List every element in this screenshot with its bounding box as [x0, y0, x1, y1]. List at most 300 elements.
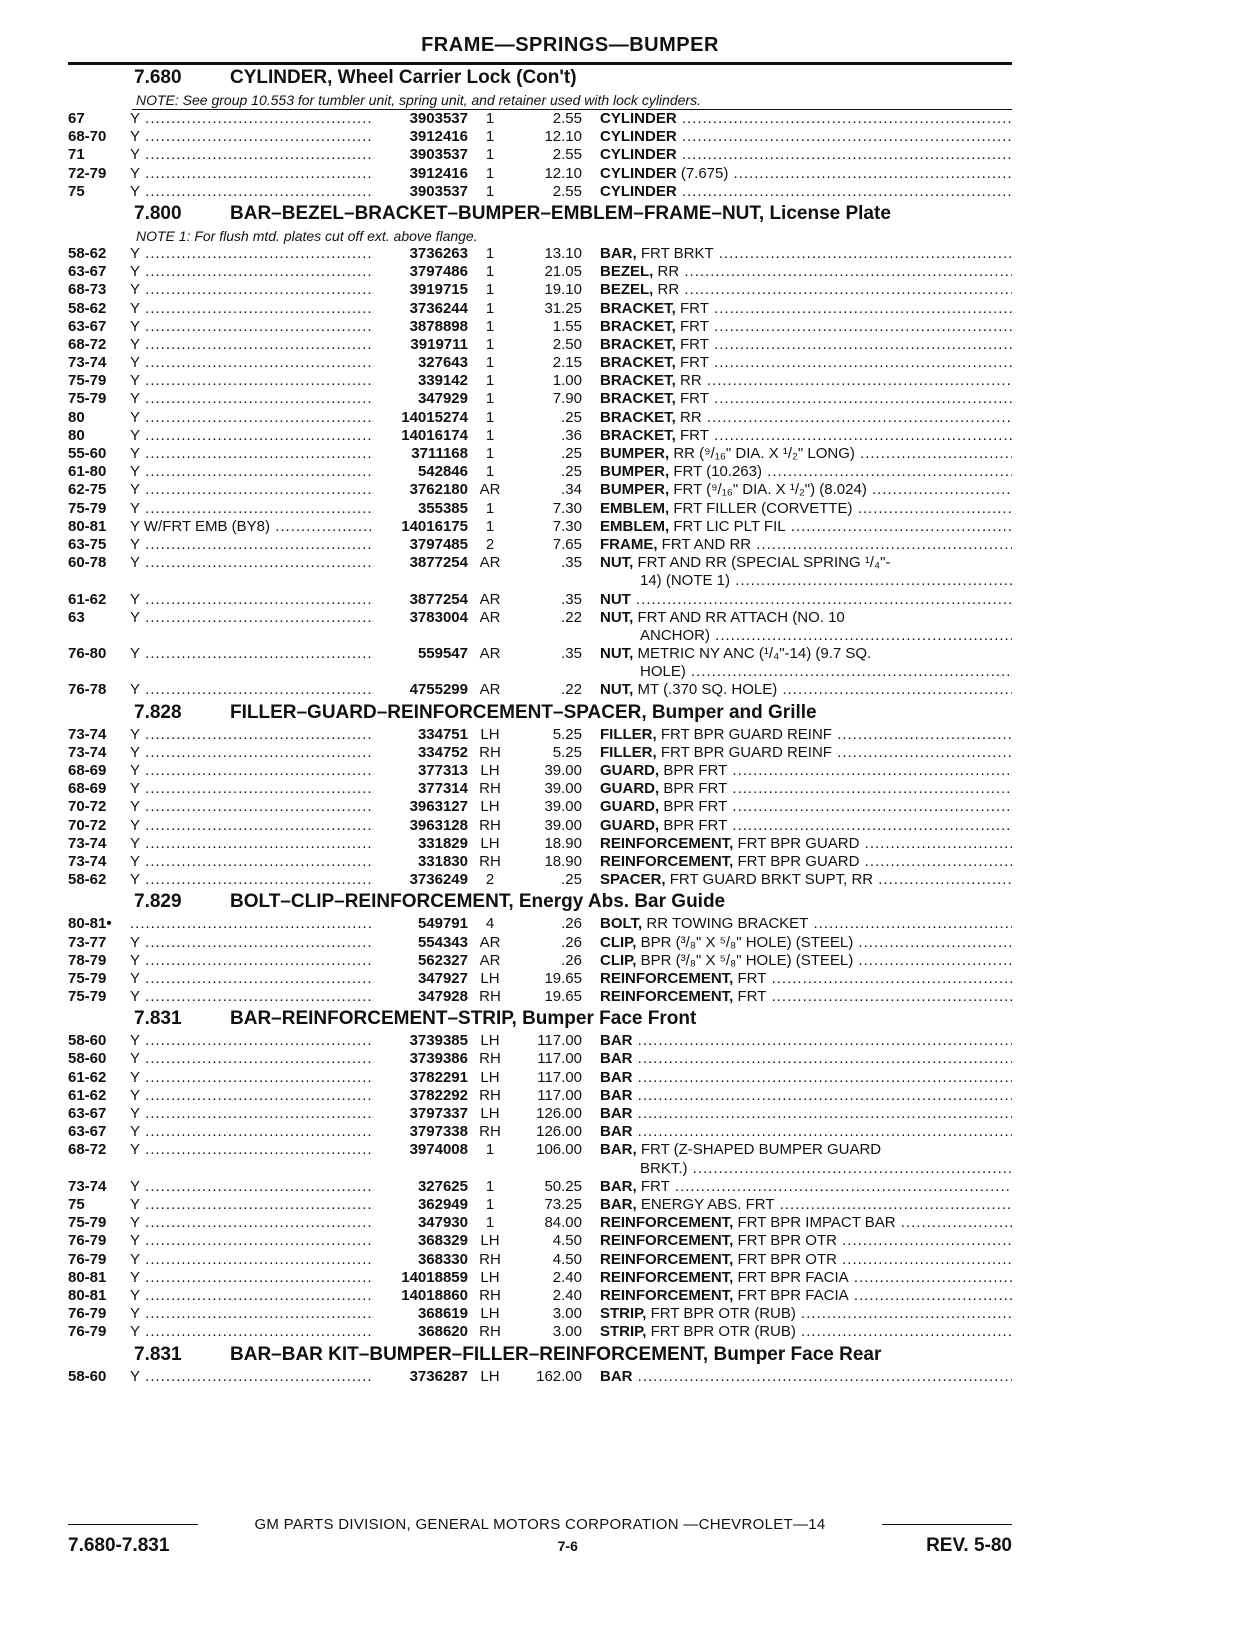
part-row — [68, 390, 1012, 408]
part-row — [68, 1178, 1012, 1196]
quantity: 1 — [485, 146, 495, 164]
price: 39.00 — [544, 798, 582, 816]
part-number: 347929 — [417, 390, 468, 408]
part-number: 559547 — [417, 645, 468, 663]
part-description — [600, 183, 1012, 201]
quantity: 1 — [485, 244, 495, 262]
description-keyword: GUARD, — [600, 816, 660, 834]
description-line: GUARD, BPR FRT ..... — [600, 780, 1012, 798]
section-title: BAR–BEZEL–BRACKET–BUMPER–EMBLEM–FRAME–NUT, License Plate — [230, 202, 891, 224]
model-years: 73-74 — [68, 743, 107, 761]
catalog-section — [68, 1342, 1012, 1386]
description-line: BAR, FRT (Z-SHAPED BUMPER GUARD — [600, 1141, 882, 1159]
part-description — [600, 817, 1012, 835]
part-number: 3919715 — [409, 281, 468, 299]
price: .25 — [561, 445, 582, 462]
part-number: 355385 — [417, 499, 468, 517]
description-line: NUT, FRT AND RR ATTACH (NO. 10 — [600, 608, 845, 626]
description-line: REINFORCEMENT, FRT BPR FACIA ..... — [600, 1269, 1012, 1287]
section-number: 7.831 — [134, 1008, 182, 1030]
part-number: 3797337 — [409, 1105, 468, 1123]
part-row — [68, 817, 1012, 835]
model-code: Y ..... — [130, 554, 374, 590]
part-number: 3912416 — [409, 128, 468, 146]
description-keyword: EMBLEM, — [600, 499, 670, 517]
price: .22 — [561, 681, 582, 699]
model-years: 75-79 — [68, 390, 107, 408]
model-code: Y ..... — [130, 500, 374, 518]
part-row — [68, 1196, 1012, 1214]
description-keyword: REINFORCEMENT, — [600, 1250, 734, 1268]
footer-revision: REV. 5-80 — [926, 1535, 1012, 1556]
description-line: NUT, METRIC NY ANC (¹/₄"-14) (9.7 SQ. — [600, 645, 872, 663]
model-years: 63-75 — [68, 535, 107, 553]
model-code: Y ..... — [130, 871, 374, 889]
price: .25 — [561, 871, 582, 889]
quantity: LH — [480, 969, 500, 987]
model-years: 58-60 — [68, 1032, 107, 1050]
price: 2.50 — [552, 335, 582, 353]
footer-group-range: 7.680-7.831 — [68, 1535, 170, 1556]
part-number: 347930 — [417, 1214, 468, 1232]
model-years: 75-79 — [68, 499, 107, 517]
part-row — [68, 500, 1012, 518]
model-code: Y ..... — [130, 463, 374, 481]
price: 106.00 — [536, 1141, 582, 1159]
part-description — [600, 463, 1012, 481]
model-years: 58-60 — [68, 1050, 107, 1068]
model-years: 80-81• — [68, 915, 112, 933]
model-years: 63-67 — [68, 263, 107, 281]
model-code: Y W/FRT EMB (BY8) ..... — [130, 518, 374, 536]
part-row — [68, 609, 1012, 645]
catalog-section — [68, 700, 1012, 890]
model-years: 71 — [68, 146, 85, 164]
price: 84.00 — [544, 1214, 582, 1232]
model-code: Y ..... — [130, 645, 374, 681]
model-code: Y ..... — [130, 1050, 374, 1068]
model-years: 73-74 — [68, 1177, 107, 1195]
description-line: FILLER, FRT BPR GUARD REINF ..... — [600, 744, 1012, 762]
model-years: 80-81 — [68, 517, 107, 535]
price: 4.50 — [552, 1250, 582, 1268]
price: 39.00 — [544, 762, 582, 780]
part-row — [68, 988, 1012, 1006]
quantity: 1 — [485, 1141, 495, 1159]
description-line: REINFORCEMENT, FRT BPR GUARD ..... — [600, 835, 1012, 853]
description-keyword: FILLER, — [600, 743, 657, 761]
model-code: Y ..... — [130, 1123, 374, 1141]
part-number: 347927 — [417, 969, 468, 987]
part-description — [600, 780, 1012, 798]
part-row — [68, 427, 1012, 445]
model-years: 73-77 — [68, 933, 107, 951]
part-row — [68, 726, 1012, 744]
part-number: 3912416 — [409, 164, 468, 182]
description-line: BRACKET, FRT ..... — [600, 336, 1012, 354]
model-code: Y ..... — [130, 110, 374, 128]
section-heading — [68, 1342, 1012, 1368]
price: 7.90 — [552, 390, 582, 408]
part-description — [600, 744, 1012, 762]
model-code: Y ..... — [130, 300, 374, 318]
description-line: BRACKET, RR ..... — [600, 409, 1012, 427]
description-line: BEZEL, RR ..... — [600, 263, 1012, 281]
description-line — [600, 1368, 1012, 1386]
quantity: AR — [479, 554, 501, 572]
model-code: Y ..... — [130, 1087, 374, 1105]
description-keyword: REINFORCEMENT, — [600, 1268, 734, 1286]
description-keyword: GUARD, — [600, 780, 660, 798]
part-number: 4755299 — [409, 681, 468, 699]
quantity: AR — [479, 681, 501, 699]
description-line: CLIP, BPR (³/₈" X ⁵/₈" HOLE) (STEEL) ..... — [600, 934, 1012, 952]
description-line — [600, 128, 1012, 146]
parts-listing — [68, 65, 1012, 1386]
model-years: 60-78 — [68, 554, 107, 572]
part-number: 368330 — [417, 1250, 468, 1268]
part-number: 3903537 — [409, 182, 468, 200]
model-years: 73-74 — [68, 354, 107, 372]
description-line: BRACKET, RR ..... — [600, 372, 1012, 390]
description-line: EMBLEM, FRT LIC PLT FIL ..... — [600, 518, 1012, 536]
description-keyword: NUT, — [600, 645, 634, 663]
part-row — [68, 300, 1012, 318]
price: 7.65 — [552, 535, 582, 553]
model-years: 58-62 — [68, 299, 107, 317]
model-years: 55-60 — [68, 445, 107, 462]
part-description — [600, 1087, 1012, 1105]
part-number: 3974008 — [409, 1141, 468, 1159]
model-code: Y ..... — [130, 146, 374, 164]
description-keyword: GUARD, — [600, 798, 660, 816]
description-line: REINFORCEMENT, FRT BPR IMPACT BAR ..... — [600, 1214, 1012, 1232]
part-description — [600, 427, 1012, 445]
model-code: Y ..... — [130, 1269, 374, 1287]
quantity: AR — [479, 590, 501, 608]
description-line: CLIP, BPR (³/₈" X ⁵/₈" HOLE) (STEEL) ..... — [600, 952, 1012, 970]
part-description — [600, 445, 1012, 463]
part-description — [600, 1178, 1012, 1196]
price: 39.00 — [544, 780, 582, 798]
description-line: BUMPER, FRT (10.263) ..... — [600, 463, 1012, 481]
part-row — [68, 744, 1012, 762]
part-description — [600, 1050, 1012, 1068]
section-number: 7.800 — [134, 202, 182, 224]
quantity: AR — [479, 481, 501, 499]
part-number: 3783004 — [409, 608, 468, 626]
description-line: FRAME, FRT AND RR ..... — [600, 536, 1012, 554]
price: .26 — [561, 915, 582, 933]
description-line: GUARD, BPR FRT ..... — [600, 798, 1012, 816]
description-line: REINFORCEMENT, FRT BPR OTR ..... — [600, 1251, 1012, 1269]
part-number: 14018859 — [401, 1268, 468, 1286]
part-description — [600, 681, 1012, 699]
part-row — [68, 554, 1012, 590]
part-description — [600, 390, 1012, 408]
model-years: 61-62 — [68, 1068, 107, 1086]
part-description — [600, 762, 1012, 780]
description-keyword: SPACER, — [600, 871, 666, 889]
quantity: 1 — [485, 335, 495, 353]
quantity: 1 — [485, 263, 495, 281]
model-years: 68-69 — [68, 762, 107, 780]
model-years: 63-67 — [68, 317, 107, 335]
model-years: 75-79 — [68, 969, 107, 987]
model-years: 72-79 — [68, 164, 107, 182]
model-code: Y ..... — [130, 1032, 374, 1050]
quantity: RH — [479, 1086, 501, 1104]
model-code: Y ..... — [130, 354, 374, 372]
page-title: FRAME—SPRINGS—BUMPER — [421, 34, 719, 56]
part-row — [68, 536, 1012, 554]
description-keyword: REINFORCEMENT, — [600, 1286, 734, 1304]
quantity: LH — [480, 1268, 500, 1286]
price: 19.10 — [544, 281, 582, 299]
part-number: 334751 — [417, 725, 468, 743]
price: 2.55 — [552, 110, 582, 127]
description-line: HOLE) ..... — [600, 663, 1012, 681]
model-code — [130, 915, 374, 933]
model-code: Y ..... — [130, 263, 374, 281]
price: 18.90 — [544, 834, 582, 852]
model-years: 61-62 — [68, 1086, 107, 1104]
model-code: Y ..... — [130, 1178, 374, 1196]
price: .36 — [561, 426, 582, 444]
model-years: 75 — [68, 182, 85, 200]
model-code: Y ..... — [130, 853, 374, 871]
description-keyword: BAR, — [600, 1177, 637, 1195]
model-years: 68-70 — [68, 128, 107, 146]
quantity: 1 — [485, 1214, 495, 1232]
price: .34 — [561, 481, 582, 499]
description-line: BUMPER, RR (⁹/₁₆" DIA. X ¹/₂" LONG) ..... — [600, 445, 1012, 463]
description-line: BAR, FRT ..... — [600, 1178, 1012, 1196]
part-row — [68, 853, 1012, 871]
price: 117.00 — [537, 1050, 582, 1068]
quantity: AR — [479, 933, 501, 951]
part-number: 362949 — [417, 1196, 468, 1213]
part-number: 3963128 — [409, 816, 468, 834]
section-title: BAR–BAR KIT–BUMPER–FILLER–REINFORCEMENT, Bumper Face Rear — [230, 1343, 882, 1365]
part-row — [68, 1069, 1012, 1087]
part-number: 368620 — [417, 1323, 468, 1341]
description-line: STRIP, FRT BPR OTR (RUB) ..... — [600, 1305, 1012, 1323]
part-row — [68, 780, 1012, 798]
price: 2.55 — [552, 182, 582, 200]
quantity: 1 — [485, 128, 495, 146]
description-line: BRACKET, FRT ..... — [600, 390, 1012, 408]
description-keyword: CYLINDER — [600, 128, 677, 146]
description-line: 14) (NOTE 1) ..... — [600, 572, 1012, 590]
model-code: Y ..... — [130, 445, 374, 463]
section-number: 7.831 — [134, 1343, 182, 1365]
description-line: BRACKET, FRT ..... — [600, 354, 1012, 372]
model-code: Y ..... — [130, 1214, 374, 1232]
part-number: 3736263 — [409, 244, 468, 262]
part-description — [600, 336, 1012, 354]
part-row — [68, 591, 1012, 609]
description-keyword: BAR — [600, 1068, 633, 1086]
description-line: SPACER, FRT GUARD BRKT SUPT, RR ..... — [600, 871, 1012, 889]
part-row — [68, 1214, 1012, 1232]
part-number: 334752 — [417, 743, 468, 761]
part-number: 347928 — [417, 988, 468, 1006]
description-keyword: BRACKET, — [600, 426, 676, 444]
description-keyword: BAR, — [600, 1196, 637, 1213]
part-row — [68, 1123, 1012, 1141]
model-code: Y ..... — [130, 1105, 374, 1123]
section-note: NOTE: See group 10.553 for tumbler unit, spring unit, and retainer used with lock cylinders. — [136, 92, 701, 108]
description-keyword: FRAME, — [600, 535, 658, 553]
description-keyword: BAR, — [600, 244, 637, 262]
model-years: 73-74 — [68, 725, 107, 743]
model-years: 58-62 — [68, 244, 107, 262]
description-keyword: FILLER, — [600, 725, 657, 743]
part-row — [68, 1087, 1012, 1105]
part-number: 3782291 — [409, 1068, 468, 1086]
model-code: Y ..... — [130, 1069, 374, 1087]
part-number: 3782292 — [409, 1086, 468, 1104]
model-code: Y ..... — [130, 744, 374, 762]
quantity: 1 — [485, 281, 495, 299]
description-keyword: CYLINDER — [600, 164, 677, 182]
price: 117.00 — [537, 1086, 582, 1104]
quantity: LH — [480, 798, 500, 816]
part-description — [600, 1232, 1012, 1250]
part-number: 3919711 — [410, 335, 468, 353]
model-code: Y ..... — [130, 780, 374, 798]
description-line: BRKT.) ..... — [600, 1160, 1012, 1178]
footer-publisher: GM PARTS DIVISION, GENERAL MOTORS CORPORATION —CHEVROLET—14 — [254, 1515, 826, 1533]
part-description — [600, 609, 1012, 645]
description-keyword: REINFORCEMENT, — [600, 988, 734, 1006]
quantity: LH — [480, 762, 500, 780]
model-years: 75 — [68, 1196, 85, 1213]
part-description — [600, 409, 1012, 427]
quantity: LH — [480, 725, 500, 743]
price: .22 — [561, 608, 582, 626]
description-line: NUT, MT (.370 SQ. HOLE) ..... — [600, 681, 1012, 699]
model-years: 61-80 — [68, 463, 107, 481]
part-description — [600, 1105, 1012, 1123]
part-row — [68, 281, 1012, 299]
model-years: 68-72 — [68, 1141, 107, 1159]
description-line — [600, 591, 1012, 609]
description-keyword: REINFORCEMENT, — [600, 834, 734, 852]
price: 12.10 — [544, 128, 582, 146]
quantity: RH — [479, 780, 501, 798]
model-code: Y ..... — [130, 798, 374, 816]
part-number: 3797485 — [409, 535, 468, 553]
part-description — [600, 1214, 1012, 1232]
description-keyword: REINFORCEMENT, — [600, 852, 734, 870]
section-number: 7.680 — [134, 67, 182, 88]
quantity: 1 — [485, 372, 495, 390]
part-row — [68, 354, 1012, 372]
part-number: 3878898 — [409, 317, 468, 335]
quantity: LH — [480, 1105, 500, 1123]
catalog-section — [68, 889, 1012, 1006]
description-line: STRIP, FRT BPR OTR (RUB) ..... — [600, 1323, 1012, 1341]
part-number: 3903537 — [409, 110, 468, 127]
quantity: 1 — [485, 499, 495, 517]
quantity: 2 — [485, 535, 495, 553]
part-number: 339142 — [417, 372, 468, 390]
page-footer — [68, 1514, 1012, 1558]
quantity: 1 — [485, 1177, 495, 1195]
price: 126.00 — [536, 1123, 582, 1141]
model-code: Y ..... — [130, 1368, 374, 1386]
part-row — [68, 952, 1012, 970]
price: 5.25 — [552, 743, 582, 761]
description-line: GUARD, BPR FRT ..... — [600, 817, 1012, 835]
part-description — [600, 1123, 1012, 1141]
part-number: 3739385 — [409, 1032, 468, 1050]
price: 19.65 — [544, 969, 582, 987]
part-number: 377314 — [417, 780, 468, 798]
part-row — [68, 165, 1012, 183]
quantity: RH — [479, 816, 501, 834]
part-row — [68, 915, 1012, 933]
description-keyword: REINFORCEMENT, — [600, 969, 734, 987]
model-code: Y ..... — [130, 1232, 374, 1250]
part-number: 3736287 — [409, 1367, 468, 1385]
part-description — [600, 1323, 1012, 1341]
quantity: AR — [479, 608, 501, 626]
model-years: 63 — [68, 608, 85, 626]
model-years: 58-62 — [68, 871, 107, 889]
part-description — [600, 1141, 1012, 1177]
part-number: 14018860 — [401, 1286, 468, 1304]
description-keyword: CYLINDER — [600, 146, 677, 164]
part-row — [68, 871, 1012, 889]
description-line — [600, 1032, 1012, 1050]
part-description — [600, 354, 1012, 372]
price: 12.10 — [544, 164, 582, 182]
part-number: 3903537 — [409, 146, 468, 164]
description-line: BAR, FRT BRKT ..... — [600, 245, 1012, 263]
model-years: 76-78 — [68, 681, 107, 699]
quantity: 1 — [485, 445, 495, 462]
description-line: REINFORCEMENT, FRT ..... — [600, 988, 1012, 1006]
part-row — [68, 372, 1012, 390]
part-number: 331830 — [417, 852, 468, 870]
description-keyword: BRACKET, — [600, 317, 676, 335]
model-years: 63-67 — [68, 1123, 107, 1141]
description-keyword: BRACKET, — [600, 372, 676, 390]
part-number: 3797338 — [409, 1123, 468, 1141]
description-keyword: CLIP, — [600, 933, 637, 951]
price: 117.00 — [537, 1032, 582, 1050]
part-number: 327625 — [417, 1177, 468, 1195]
quantity: RH — [479, 988, 501, 1006]
model-years: 76-79 — [68, 1323, 107, 1341]
description-keyword: BAR — [600, 1032, 633, 1050]
description-line: CYLINDER (7.675) ..... — [600, 165, 1012, 183]
catalog-section — [68, 201, 1012, 700]
part-number: 562327 — [417, 951, 468, 969]
part-description — [600, 871, 1012, 889]
part-row — [68, 263, 1012, 281]
quantity: 1 — [485, 110, 495, 127]
model-code: Y ..... — [130, 726, 374, 744]
price: .25 — [561, 463, 582, 481]
description-keyword: BAR, — [600, 1141, 637, 1159]
description-keyword: BAR — [600, 1123, 633, 1141]
model-years: 68-69 — [68, 780, 107, 798]
model-years: 58-60 — [68, 1367, 107, 1385]
